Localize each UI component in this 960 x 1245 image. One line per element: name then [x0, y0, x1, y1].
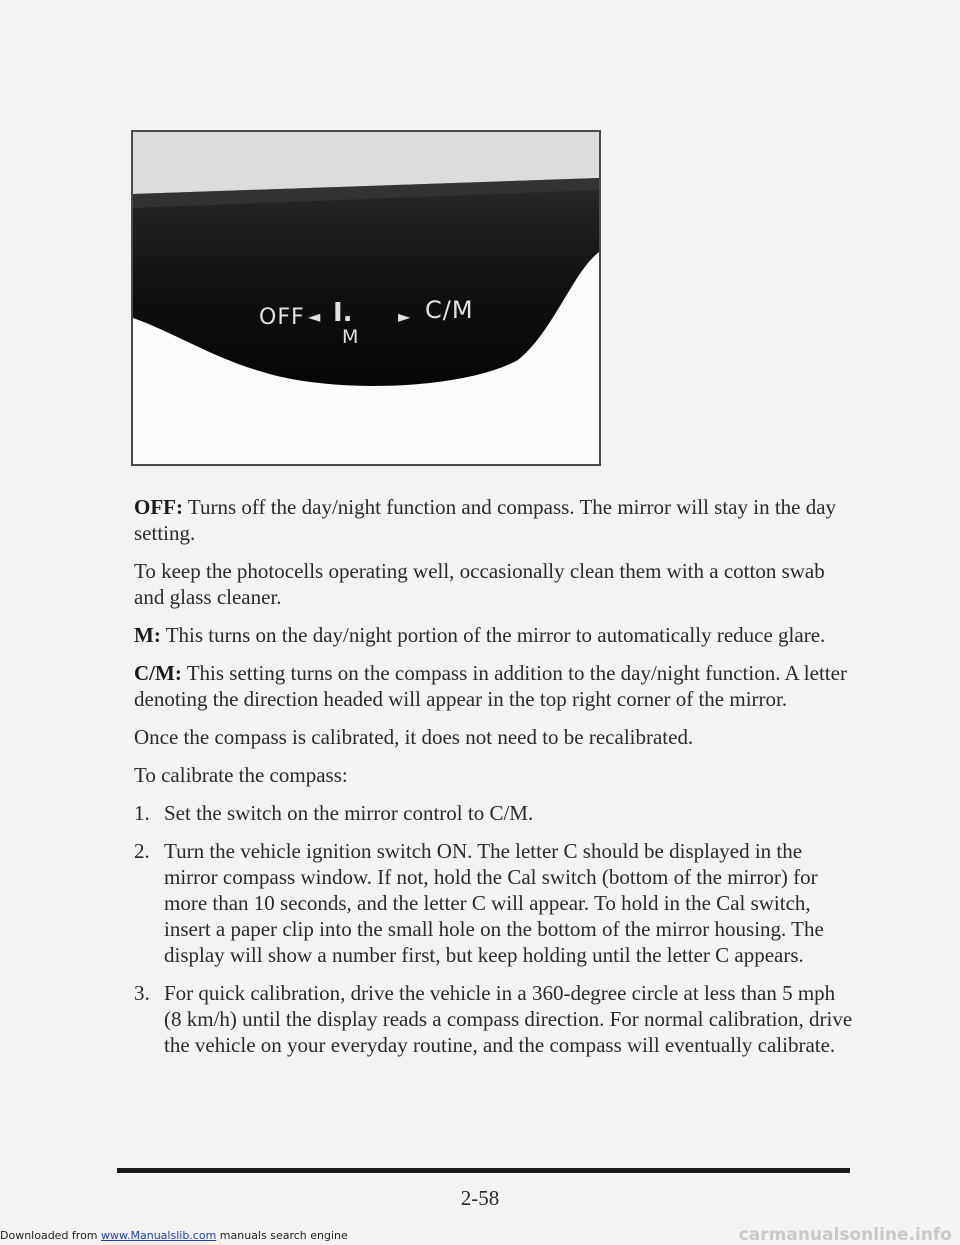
term: OFF: [134, 495, 183, 519]
paragraph-text: This turns on the day/night portion of the mirror to automatically reduce glare. [160, 623, 826, 647]
off-setting-label: OFF [259, 305, 305, 330]
list-item [134, 980, 854, 1058]
list-item [134, 800, 854, 826]
step-text: For quick calibration, drive the vehicle in a 360-degree circle at less than 5 mph (8 km/h) until the display reads a compass direction. For normal calibration, drive the vehicle on your everyday routine, and the compass will eventually calibrate. [164, 981, 853, 1057]
paragraph-text: This setting turns on the compass in addition to the day/night function. A letter denoting the direction headed will appear in the top right corner of the mirror. [134, 661, 847, 711]
watermark-text: carmanualsonline.info [738, 1225, 952, 1245]
list-item [134, 838, 854, 968]
footer-suffix: manuals search engine [216, 1229, 348, 1242]
step-number: 3. [134, 981, 150, 1005]
step-text: Turn the vehicle ignition switch ON. The letter C should be displayed in the mirror compass window. If not, hold the Cal switch (bottom of the mirror) for more than 10 seconds, and the letter C will appear. To hold in the Cal switch, insert a paper clip into the small hole on the bottom of the mirror housing. The display will show a number first, but keep holding until the letter C appears. [164, 839, 824, 967]
paragraph [134, 558, 854, 610]
manual-body-text [134, 494, 854, 1070]
paragraph-text: Once the compass is calibrated, it does not need to be recalibrated. [134, 725, 694, 749]
arrow-right-icon: ► [398, 307, 411, 326]
download-footer [0, 1230, 348, 1242]
paragraph-text: To keep the photocells operating well, occasionally clean them with a cotton swab and glass cleaner. [134, 559, 825, 609]
term: C/M: [134, 661, 182, 685]
paragraph [134, 660, 854, 712]
mirror-control-labels [133, 132, 599, 464]
step-number: 1. [134, 801, 150, 825]
switch-slot-label: I. [333, 298, 353, 328]
step-number: 2. [134, 839, 150, 863]
paragraph [134, 762, 854, 788]
step-text: Set the switch on the mirror control to C/M. [164, 801, 534, 825]
term: M: [134, 623, 161, 647]
paragraph [134, 622, 854, 648]
m-setting-label: M [342, 326, 359, 348]
page-number: 2-58 [460, 1186, 500, 1210]
footer-prefix: Downloaded from [0, 1229, 102, 1242]
page-divider [117, 1168, 850, 1173]
cm-setting-label: C/M [425, 296, 474, 324]
paragraph-text: To calibrate the compass: [134, 763, 348, 787]
calibration-steps [134, 800, 854, 1058]
arrow-left-icon: ◄ [308, 307, 321, 326]
paragraph-text: Turns off the day/night function and compass. The mirror will stay in the day setting. [134, 495, 837, 545]
paragraph [134, 494, 854, 546]
paragraph [134, 724, 854, 750]
manualslib-link[interactable]: www.Manualslib.com [101, 1229, 217, 1242]
mirror-figure [131, 130, 601, 466]
